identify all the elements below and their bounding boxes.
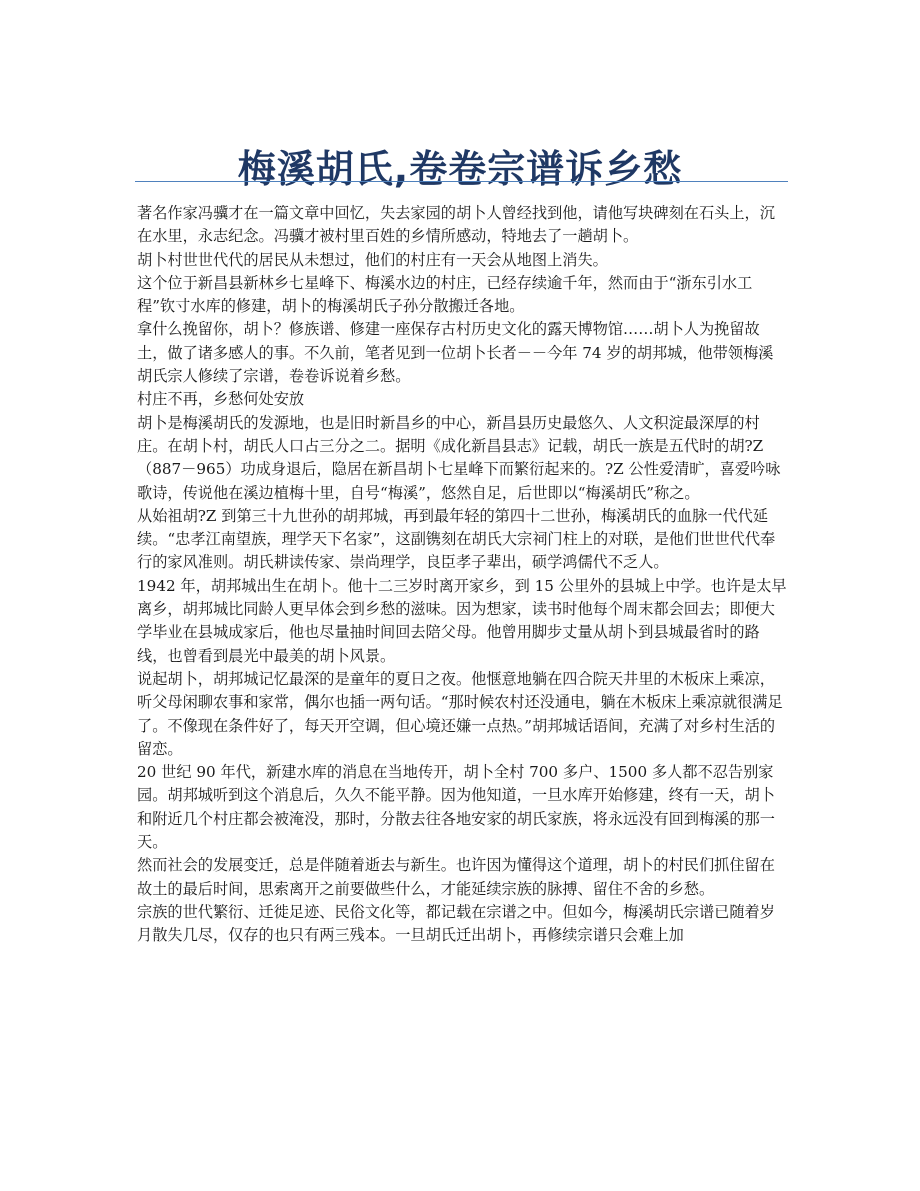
paragraph-6: 胡卜是梅溪胡氏的发源地，也是旧时新昌乡的中心，新昌县历史最悠久、人文积淀最深厚的村庄。在胡卜村，胡氏人口占三分之二。据明《成化新昌县志》记载，胡氏一族是五代时的胡?Z（887－965）功成身退后，隐居在新昌胡卜七星峰下而繁衍起来的。?Z 公性爱清旷，喜爱吟咏歌诗，传说他在溪边植梅十里，自号“梅溪”，悠然自足，后世即以“梅溪胡氏”称之。: [137, 413, 781, 502]
title-divider: [135, 181, 788, 182]
paragraph-8: 1942 年，胡邦城出生在胡卜。他十二三岁时离开家乡，到 15 公里外的县城上中学。也许是太早离乡，胡邦城比同龄人更早体会到乡愁的滋味。因为想家，读书时他每个周末都会回去；即便大学毕业在县城成家后，他也尽量抽时间回去陪父母。他曾用脚步丈量从胡卜到县城最省时的路线，也曾看到晨光中最美的胡卜风景。: [137, 576, 787, 665]
paragraph-12: 宗族的世代繁衍、迁徙足迹、民俗文化等，都记载在宗谱之中。但如今，梅溪胡氏宗谱已随着岁月散失几尽，仅存的也只有两三残本。一旦胡氏迁出胡卜，再修续宗谱只会难上加: [137, 902, 775, 945]
paragraph-4: 拿什么挽留你，胡卜？修族谱、修建一座保存古村历史文化的露天博物馆……胡卜人为挽留故土，做了诸多感人的事。不久前，笔者见到一位胡卜长者－－今年 74 岁的胡邦城，他带领梅溪胡氏宗人修续了宗谱，卷卷诉说着乡愁。: [137, 320, 774, 386]
paragraph-2: 胡卜村世世代代的居民从未想过，他们的村庄有一天会从地图上消失。: [137, 250, 608, 269]
paragraph-9: 说起胡卜，胡邦城记忆最深的是童年的夏日之夜。他惬意地躺在四合院天井里的木板床上乘凉，听父母闲聊农事和家常，偶尔也插一两句话。“那时候农村还没通电，躺在木板床上乘凉就很满足了。不像现在条件好了，每天开空调，但心境还嫌一点热。”胡邦城话语间，充满了对乡村生活的留恋。: [137, 669, 783, 758]
page-title: 梅溪胡氏,卷卷宗谱诉乡愁: [237, 147, 683, 192]
paragraph-3: 这个位于新昌县新林乡七星峰下、梅溪水边的村庄，已经存续逾千年，然而由于“浙东引水工程”钦寸水库的修建，胡卜的梅溪胡氏子孙分散搬迁各地。: [137, 273, 753, 316]
section-subheading: 村庄不再，乡愁何处安放: [137, 390, 305, 409]
article-body: [137, 202, 787, 948]
paragraph-10: 20 世纪 90 年代，新建水库的消息在当地传开，胡卜全村 700 多户、1500 多人都不忍告别家园。胡邦城听到这个消息后，久久不能平静。因为他知道，一旦水库开始修建，终有一天，胡卜和附近几个村庄都会被淹没，那时，分散去往各地安家的胡氏家族，将永远没有回到梅溪的那一天。: [137, 763, 775, 852]
paragraph-1: 著名作家冯骥才在一篇文章中回忆，失去家园的胡卜人曾经找到他，请他写块碑刻在石头上，沉在水里，永志纪念。冯骥才被村里百姓的乡情所感动，特地去了一趟胡卜。: [137, 204, 775, 246]
paragraph-11: 然而社会的发展变迁，总是伴随着逝去与新生。也许因为懂得这个道理，胡卜的村民们抓住留在故土的最后时间，思索离开之前要做些什么，才能延续宗族的脉搏、留住不舍的乡愁。: [137, 856, 775, 898]
paragraph-7: 从始祖胡?Z 到第三十九世孙的胡邦城，再到最年轻的第四十二世孙，梅溪胡氏的血脉一代代延续。“忠孝江南望族，理学天下名家”，这副镌刻在胡氏大宗祠门柱上的对联，是他们世世代代奉行的家风准则。胡氏耕读传家、崇尚理学，良臣孝子辈出，硕学鸿儒代不乏人。: [137, 506, 776, 572]
